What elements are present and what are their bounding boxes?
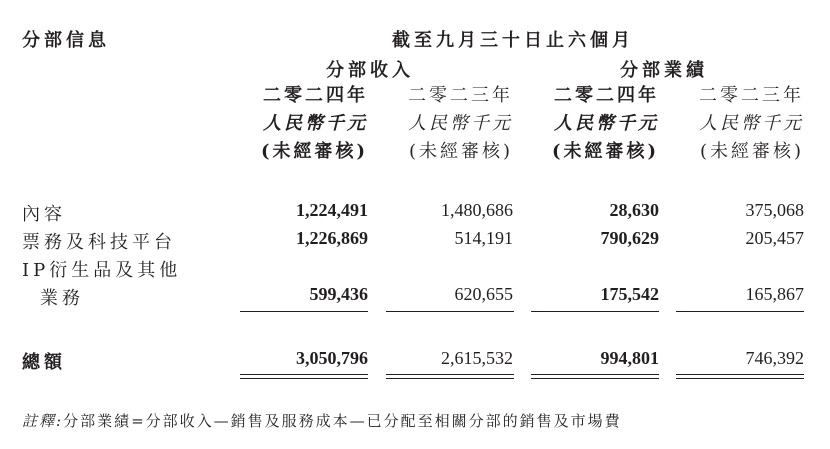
col-header-audit: (未經審核) (408, 141, 513, 162)
section-title: 分部信息 (22, 30, 110, 51)
group-header-results: 分部業績 (620, 60, 708, 81)
col-header-audit: (未經審核) (551, 141, 659, 162)
total-label: 總額 (22, 352, 66, 373)
subtotal-rule (676, 311, 804, 312)
table-cell: 1,480,686 (441, 200, 513, 220)
col-header-audit: (未經審核) (260, 141, 368, 162)
total-cell: 2,615,532 (441, 348, 513, 368)
col-header-1 (261, 82, 368, 166)
total-rule (676, 374, 804, 375)
col-header-currency: 人民幣千元 (699, 113, 804, 134)
col-header-3 (552, 82, 659, 166)
footnote-label: 註釋: (22, 412, 64, 430)
table-cell: 790,629 (600, 228, 659, 248)
col-header-year: 二零二三年 (408, 85, 513, 106)
table-cell: 514,191 (454, 228, 513, 248)
row-label-ticketing: 票務及科技平台 (22, 232, 176, 253)
total-cell: 746,392 (745, 348, 804, 368)
subtotal-rule (240, 311, 368, 312)
table-cell: 599,436 (309, 284, 368, 304)
table-cell: 28,630 (609, 200, 659, 220)
table-cell: 165,867 (745, 284, 804, 304)
group-header-revenue: 分部收入 (326, 60, 414, 81)
col-header-2 (408, 82, 513, 166)
col-header-year: 二零二三年 (699, 85, 804, 106)
table-cell: 1,226,869 (296, 228, 368, 248)
total-cell: 994,801 (600, 348, 659, 368)
row-label-content: 內容 (22, 204, 66, 225)
total-rule (240, 374, 368, 375)
period-header: 截至九月三十日止六個月 (392, 30, 634, 51)
table-cell: 1,224,491 (296, 200, 368, 220)
table-cell: 375,068 (745, 200, 804, 220)
total-rule (386, 378, 514, 379)
col-header-year: 二零二四年 (554, 85, 659, 106)
col-header-currency: 人民幣千元 (263, 113, 368, 134)
total-rule (676, 378, 804, 379)
subtotal-rule (531, 311, 659, 312)
row-label-ip: IP衍生品及其他 (22, 260, 182, 281)
table-cell: 205,457 (745, 228, 804, 248)
table-cell: 175,542 (600, 284, 659, 304)
col-header-year: 二零二四年 (263, 85, 368, 106)
col-header-currency: 人民幣千元 (408, 113, 513, 134)
total-cell: 3,050,796 (296, 348, 368, 368)
table-cell: 620,655 (454, 284, 513, 304)
total-rule (386, 374, 514, 375)
footnote (22, 410, 622, 431)
col-header-currency: 人民幣千元 (554, 113, 659, 134)
col-header-4 (699, 82, 804, 166)
total-rule (240, 378, 368, 379)
row-label-ip-cont: 業務 (40, 288, 84, 309)
total-rule (531, 374, 659, 375)
footnote-text: 分部業績=分部收入—銷售及服務成本—已分配至相關分部的銷售及市場費 (63, 412, 622, 430)
subtotal-rule (386, 311, 514, 312)
total-rule (531, 378, 659, 379)
col-header-audit: (未經審核) (699, 141, 804, 162)
